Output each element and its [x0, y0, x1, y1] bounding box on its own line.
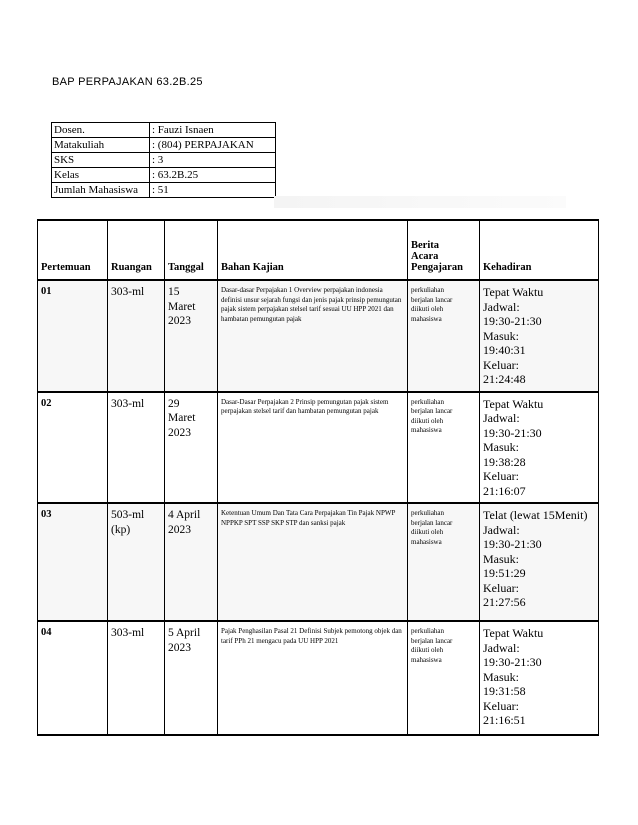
table-row: [38, 503, 599, 621]
table-row: [38, 280, 599, 392]
tanggal-line: 2023: [168, 641, 191, 654]
jadwal-label: Jadwal:: [483, 299, 520, 314]
header-berita-acara: [408, 220, 480, 280]
info-value: : 3: [150, 153, 276, 168]
cell-bahan-kajian: Dasar-Dasar Perpajakan 2 Prinsip pemungutan pajak sistem perpajakan stelsel tarif dan hambatan pemungutan pajak: [218, 392, 408, 504]
kehadiran-status: Tepat Waktu: [483, 626, 544, 640]
tanggal-line: 4 April: [168, 509, 201, 521]
cell-kehadiran: [480, 503, 599, 621]
tanggal-line: Maret: [168, 300, 196, 313]
jadwal-value: 19:30-21:30: [483, 537, 542, 551]
info-label: Matakuliah: [52, 138, 150, 153]
masuk-value: 19:40:31: [483, 343, 526, 357]
tanggal-line: 15: [168, 286, 180, 298]
keluar-label: Keluar:: [483, 698, 519, 713]
header-bahan-kajian: Bahan Kajian: [218, 220, 408, 280]
berita-line: mahasiswa: [411, 537, 442, 546]
table-row: [38, 621, 599, 735]
table-row: [38, 392, 599, 504]
cell-berita-acara: [408, 280, 480, 392]
header-kehadiran: Kehadiran: [480, 220, 599, 280]
cell-tanggal: [165, 280, 218, 392]
cell-ruangan: 303-ml: [108, 392, 165, 504]
berita-line: mahasiswa: [411, 314, 442, 323]
cell-ruangan: 303-ml: [108, 621, 165, 735]
kehadiran-status: Tepat Waktu: [483, 396, 544, 411]
info-value: : Fauzi Isnaen: [150, 123, 276, 138]
jadwal-value: 19:30-21:30: [483, 425, 542, 440]
document-title: BAP PERPAJAKAN 63.2B.25: [52, 76, 203, 88]
jadwal-label: Jadwal:: [483, 640, 520, 655]
cell-tanggal: [165, 503, 218, 621]
tanggal-line: 2023: [168, 523, 191, 536]
info-row: [52, 123, 276, 138]
decorative-shade: [274, 196, 566, 208]
header-berita-line: Acara: [411, 251, 439, 262]
tanggal-line: Maret: [168, 412, 196, 424]
cell-pertemuan: 02: [38, 392, 108, 504]
cell-ruangan: 503-ml (kp): [108, 503, 165, 621]
info-row: [52, 138, 276, 153]
berita-line: berjalan lancar: [411, 518, 453, 527]
jadwal-value: 19:30-21:30: [483, 314, 542, 328]
berita-line: mahasiswa: [411, 655, 442, 664]
berita-line: mahasiswa: [411, 426, 442, 435]
tanggal-line: 29: [168, 397, 180, 410]
keluar-value: 21:16:07: [483, 483, 526, 498]
berita-line: perkuliahan: [411, 509, 445, 517]
berita-line: perkuliahan: [411, 397, 445, 406]
info-row: [52, 168, 276, 183]
info-value: : 51: [150, 183, 276, 198]
keluar-value: 21:16:51: [483, 713, 526, 727]
tanggal-line: 5 April: [168, 627, 201, 639]
keluar-value: 21:24:48: [483, 372, 526, 386]
header-ruangan: Ruangan: [108, 220, 165, 280]
attendance-table: [37, 219, 599, 736]
berita-line: berjalan lancar: [411, 636, 453, 645]
info-table: [51, 122, 276, 198]
info-label: SKS: [52, 153, 150, 168]
table-header-row: [38, 220, 599, 280]
info-label: Kelas: [52, 168, 150, 183]
header-pertemuan: Pertemuan: [38, 220, 108, 280]
info-value: : (804) PERPAJAKAN: [150, 138, 276, 153]
cell-berita-acara: [408, 621, 480, 735]
masuk-label: Masuk:: [483, 328, 519, 343]
masuk-label: Masuk:: [483, 440, 519, 454]
berita-line: perkuliahan: [411, 286, 445, 294]
masuk-value: 19:51:29: [483, 566, 526, 580]
info-value: : 63.2B.25: [150, 168, 276, 183]
masuk-label: Masuk:: [483, 551, 519, 566]
header-berita-line: Berita: [411, 240, 439, 251]
cell-kehadiran: [480, 621, 599, 735]
keluar-label: Keluar:: [483, 580, 519, 595]
cell-pertemuan: 04: [38, 621, 108, 735]
berita-line: diikuti oleh: [411, 528, 444, 537]
cell-berita-acara: [408, 392, 480, 504]
cell-kehadiran: [480, 392, 599, 504]
jadwal-label: Jadwal:: [483, 522, 520, 537]
jadwal-value: 19:30-21:30: [483, 655, 542, 669]
cell-bahan-kajian: Ketentuan Umum Dan Tata Cara Perpajakan Tin Pajak NPWP NPPKP SPT SSP SKP STP dan sanksi pajak: [218, 503, 408, 621]
header-berita-line: Pengajaran: [411, 262, 463, 273]
header-tanggal: Tanggal: [165, 220, 218, 280]
berita-line: berjalan lancar: [411, 295, 453, 304]
cell-bahan-kajian: Pajak Penghasilan Pasal 21 Definisi Subjek pemotong objek dan tarif PPh 21 mengacu pada UU HPP 2021: [218, 621, 408, 735]
info-row: [52, 183, 276, 198]
jadwal-label: Jadwal:: [483, 411, 520, 425]
keluar-value: 21:27:56: [483, 595, 526, 609]
cell-kehadiran: [480, 280, 599, 392]
keluar-label: Keluar:: [483, 357, 519, 372]
berita-line: perkuliahan: [411, 627, 445, 635]
cell-bahan-kajian: Dasar-dasar Perpajakan 1 Overview perpajakan indonesia definisi unsur sejarah fungsi dan jenis pajak prinsip pemungutan pajak sistem perpajakan stelsel tarif sesuai UU HPP 2021 dan hambatan pemungutan pajak: [218, 280, 408, 392]
masuk-label: Masuk:: [483, 669, 519, 684]
kehadiran-status: Tepat Waktu: [483, 285, 544, 299]
tanggal-line: 2023: [168, 315, 191, 327]
tanggal-line: 2023: [168, 426, 191, 439]
cell-pertemuan: 01: [38, 280, 108, 392]
kehadiran-status: Telat (lewat 15Menit): [483, 508, 588, 522]
keluar-label: Keluar:: [483, 469, 519, 483]
info-label: Dosen.: [52, 123, 150, 138]
cell-pertemuan: 03: [38, 503, 108, 621]
berita-line: diikuti oleh: [411, 305, 444, 314]
cell-tanggal: [165, 392, 218, 504]
info-row: [52, 153, 276, 168]
masuk-value: 19:31:58: [483, 684, 526, 698]
cell-berita-acara: [408, 503, 480, 621]
info-label: Jumlah Mahasiswa: [52, 183, 150, 198]
berita-line: diikuti oleh: [411, 416, 444, 425]
berita-line: diikuti oleh: [411, 646, 444, 655]
cell-ruangan: 303-ml: [108, 280, 165, 392]
cell-tanggal: [165, 621, 218, 735]
masuk-value: 19:38:28: [483, 454, 526, 469]
berita-line: berjalan lancar: [411, 407, 453, 416]
